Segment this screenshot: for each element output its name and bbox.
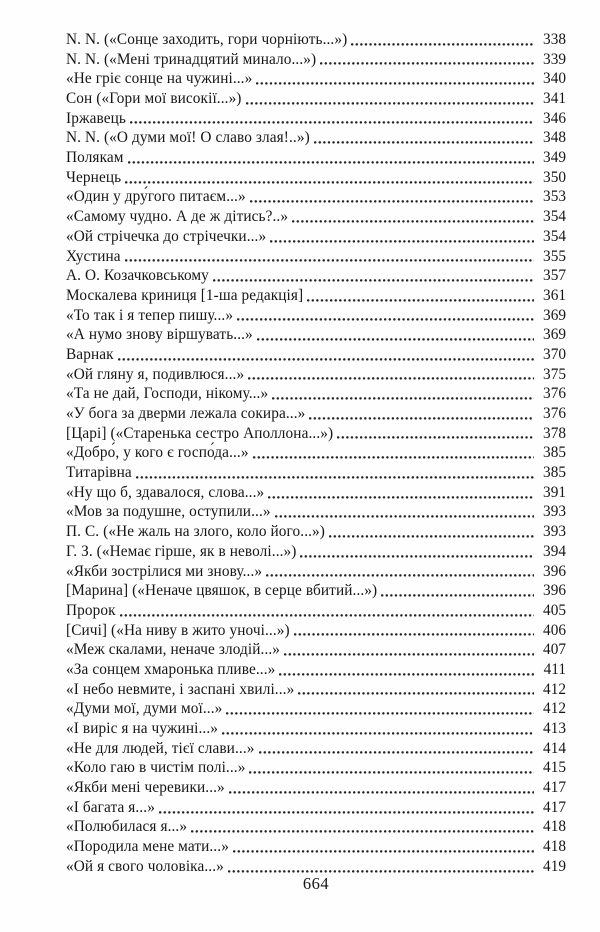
dot-leader <box>159 811 534 814</box>
toc-entry-title: [Сичі] («На ниву в жито уночі...») <box>66 621 290 639</box>
toc-entry <box>66 286 566 306</box>
toc-entry-page: 407 <box>543 641 566 659</box>
dot-leader <box>229 791 534 794</box>
dot-leader <box>120 614 534 617</box>
toc-entry <box>66 69 566 89</box>
dot-leader <box>270 240 534 243</box>
toc-entry-page: 355 <box>543 247 566 265</box>
dot-leader <box>191 830 534 833</box>
toc-entry <box>66 109 566 129</box>
toc-entry-title: Пророк <box>66 601 116 619</box>
toc-entry <box>66 247 566 267</box>
toc-entry-page: 396 <box>543 582 566 600</box>
toc-entry <box>66 424 566 444</box>
dot-leader <box>228 870 534 873</box>
dot-leader <box>309 417 534 420</box>
toc-entry-page: 341 <box>543 90 566 108</box>
toc-entry <box>66 384 566 404</box>
dot-leader <box>250 200 534 203</box>
toc-entry <box>66 699 566 719</box>
toc-entry <box>66 207 566 227</box>
toc-entry-page: 406 <box>543 621 566 639</box>
toc-entry-title: «Породила мене мати...» <box>66 838 229 856</box>
toc-entry-page: 348 <box>543 129 566 147</box>
dot-leader <box>256 82 534 85</box>
toc-entry <box>66 365 566 385</box>
toc-entry <box>66 798 566 818</box>
toc-entry-page: 353 <box>543 188 566 206</box>
toc-entry-page: 369 <box>543 326 566 344</box>
toc-entry <box>66 601 566 621</box>
toc-entry <box>66 168 566 188</box>
toc-entry-page: 338 <box>543 30 566 48</box>
toc-entry-page: 411 <box>543 660 566 678</box>
toc-entry-title: N. N. («Сонце заходить, гори чорніють...») <box>66 30 348 48</box>
toc-entry <box>66 148 566 168</box>
dot-leader <box>300 555 534 558</box>
toc-entry <box>66 89 566 109</box>
toc-entry <box>66 522 566 542</box>
toc-entry-title: «У бога за дверми лежала сокира...» <box>66 405 306 423</box>
dot-leader <box>213 279 534 282</box>
dot-leader <box>294 633 534 636</box>
toc-entry-page: 413 <box>543 720 566 738</box>
toc-entry-title: А. О. Козачковському <box>66 267 209 285</box>
toc-entry-page: 376 <box>543 405 566 423</box>
toc-entry-title: «Полюбилася я...» <box>66 818 188 836</box>
dot-leader <box>246 102 534 105</box>
toc-entry-title: «Не для людей, тієї слави...» <box>66 739 255 757</box>
toc-entry-title: Варнак <box>66 345 114 363</box>
toc-entry <box>66 758 566 778</box>
toc-entry-title: Полякам <box>66 149 124 167</box>
toc-entry <box>66 581 566 601</box>
toc-entry-page: 391 <box>543 483 566 501</box>
toc-entry-title: [Царі] («Старенька сестро Аполлона...») <box>66 424 334 442</box>
toc-entry-page: 417 <box>543 779 566 797</box>
dot-leader <box>279 673 534 676</box>
toc-entry <box>66 50 566 70</box>
dot-leader <box>381 594 534 597</box>
toc-entry-page: 340 <box>543 70 566 88</box>
toc-entry-title: [Марина] («Неначе цвяшок, в серце вбитий...») <box>66 582 378 600</box>
toc-entry <box>66 188 566 208</box>
toc-entry <box>66 30 566 50</box>
toc-entry-title: «За сонцем хмаронька пливе...» <box>66 660 276 678</box>
toc-entry <box>66 739 566 759</box>
toc-entry-title: N. N. («Мені тринадцятий минало...») <box>66 50 317 68</box>
dot-leader <box>307 299 534 302</box>
toc-entry-page: 415 <box>543 759 566 777</box>
toc-entry-page: 396 <box>543 562 566 580</box>
toc-entry-title: «Добро́, у кого є госпо́да...» <box>66 444 249 462</box>
toc-entry-page: 357 <box>543 267 566 285</box>
toc-entry-title: Сон («Гори мої високії...») <box>66 90 242 108</box>
dot-leader <box>259 751 535 754</box>
dot-leader <box>253 456 534 459</box>
dot-leader <box>128 161 534 164</box>
dot-leader <box>125 259 534 262</box>
toc-entry-title: «А нумо знову віршувать...» <box>66 326 253 344</box>
toc-entry <box>66 680 566 700</box>
toc-entry <box>66 266 566 286</box>
toc-entry-page: 412 <box>543 700 566 718</box>
toc-entry-title: «Не гріє сонце на чужині...» <box>66 70 253 88</box>
page-number: 664 <box>302 874 330 893</box>
toc-entry <box>66 542 566 562</box>
toc-entry-page: 354 <box>543 227 566 245</box>
toc-entry <box>66 660 566 680</box>
dot-leader <box>257 338 534 341</box>
toc-entry-page: 385 <box>543 464 566 482</box>
dot-leader <box>249 771 534 774</box>
dot-leader <box>298 692 534 695</box>
toc-entry <box>66 621 566 641</box>
toc-entry <box>66 640 566 660</box>
dot-leader <box>292 220 534 223</box>
toc-entry-title: «Якби зострілися ми знову...» <box>66 562 263 580</box>
toc-entry <box>66 778 566 798</box>
toc-entry <box>66 483 566 503</box>
toc-entry <box>66 463 566 483</box>
toc-entry-title: Г. З. («Немає гірше, як в неволі...») <box>66 542 297 560</box>
dot-leader <box>237 318 534 321</box>
toc-entry-page: 376 <box>543 385 566 403</box>
toc-entry-title: «Ой гляну я, подивлюся...» <box>66 365 245 383</box>
toc-entry-page: 393 <box>543 503 566 521</box>
toc-entry <box>66 227 566 247</box>
toc-entry-page: 361 <box>543 286 566 304</box>
toc-entry-title: «Ой я свого чоловіка...» <box>66 857 224 875</box>
dot-leader <box>314 141 534 144</box>
toc-entry <box>66 128 566 148</box>
toc-entry-title: «Меж скалами, неначе злодій...» <box>66 641 281 659</box>
dot-leader <box>284 653 534 656</box>
toc-entry-page: 346 <box>543 109 566 127</box>
toc-entry-page: 417 <box>543 798 566 816</box>
toc-list <box>66 30 566 877</box>
dot-leader <box>125 181 534 184</box>
toc-entry-title: «Думи мої, думи мої...» <box>66 700 223 718</box>
toc-entry <box>66 325 566 345</box>
dot-leader <box>130 121 534 124</box>
toc-entry-title: «Ну що б, здавалося, слова...» <box>66 483 265 501</box>
toc-entry-page: 370 <box>543 345 566 363</box>
toc-entry-title: «Якби мені черевики...» <box>66 779 225 797</box>
toc-entry <box>66 719 566 739</box>
toc-entry <box>66 562 566 582</box>
toc-entry-page: 369 <box>543 306 566 324</box>
toc-entry-title: «І небо невмите, і заспані хвилі...» <box>66 680 295 698</box>
dot-leader <box>320 62 534 65</box>
toc-entry-title: «То так і я тепер пишу...» <box>66 306 234 324</box>
dot-leader <box>268 496 534 499</box>
toc-entry-title: «Та не дай, Господи, нікому...» <box>66 385 269 403</box>
toc-entry <box>66 345 566 365</box>
toc-entry <box>66 306 566 326</box>
dot-leader <box>222 732 534 735</box>
toc-entry <box>66 404 566 424</box>
toc-entry-page: 394 <box>543 542 566 560</box>
dot-leader <box>275 515 534 518</box>
dot-leader <box>329 535 534 538</box>
toc-entry-title: Іржавець <box>66 109 126 127</box>
dot-leader <box>337 436 534 439</box>
toc-entry-page: 339 <box>543 50 566 68</box>
dot-leader <box>226 712 534 715</box>
dot-leader <box>272 397 534 400</box>
toc-entry-page: 412 <box>543 680 566 698</box>
toc-entry-page: 375 <box>543 365 566 383</box>
toc-entry <box>66 503 566 523</box>
toc-entry-page: 350 <box>543 168 566 186</box>
dot-leader <box>248 377 534 380</box>
toc-entry-page: 378 <box>543 424 566 442</box>
toc-entry-title: «Коло гаю в чистім полі...» <box>66 759 246 777</box>
toc-entry-title: «І багата я...» <box>66 798 155 816</box>
toc-entry-page: 418 <box>543 818 566 836</box>
toc-entry-title: Чернець <box>66 168 122 186</box>
toc-entry-page: 405 <box>543 601 566 619</box>
toc-entry <box>66 818 566 838</box>
dot-leader <box>351 43 534 46</box>
toc-entry-title: П. С. («Не жаль на злого, коло його...») <box>66 523 325 541</box>
toc-entry-title: Москалева криниця [1-ша редакція] <box>66 286 304 304</box>
toc-entry-title: «Ой стрічечка до стрічечки...» <box>66 227 267 245</box>
toc-entry-title: «Мов за подушне, оступили...» <box>66 503 271 521</box>
dot-leader <box>266 574 534 577</box>
dot-leader <box>233 850 534 853</box>
toc-entry-page: 385 <box>543 444 566 462</box>
dot-leader <box>118 358 534 361</box>
toc-entry-title: «Самому чудно. А де ж дітись?..» <box>66 208 289 226</box>
toc-entry-page: 393 <box>543 523 566 541</box>
toc-entry-title: N. N. («О думи мої! О славо злая!..») <box>66 129 310 147</box>
toc-entry-page: 414 <box>543 739 566 757</box>
toc-entry-page: 418 <box>543 838 566 856</box>
toc-entry-page: 419 <box>543 857 566 875</box>
toc-entry <box>66 837 566 857</box>
toc-entry-page: 354 <box>543 208 566 226</box>
toc-entry-page: 349 <box>543 149 566 167</box>
toc-entry-title: «І виріс я на чужині...» <box>66 720 218 738</box>
toc-entry-title: «Один у дру́гого питаєм...» <box>66 188 246 206</box>
toc-entry-title: Титарівна <box>66 464 132 482</box>
toc-entry-title: Хустина <box>66 247 121 265</box>
dot-leader <box>136 476 534 479</box>
toc-entry <box>66 443 566 463</box>
